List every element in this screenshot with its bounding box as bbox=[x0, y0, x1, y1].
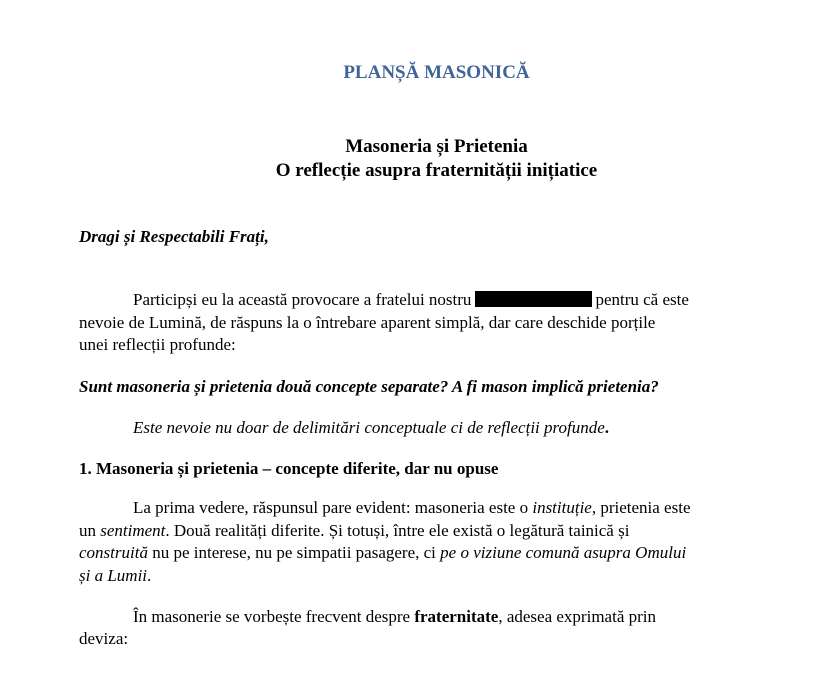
p2-l2-c: . Două realități diferite. Și totuși, între ele există o legătură tainică și bbox=[165, 521, 630, 540]
reflection-note-text: Este nevoie nu doar de delimitări conceptuale ci de reflecții profunde bbox=[133, 418, 605, 437]
reflection-note-period: . bbox=[604, 418, 610, 437]
paragraph-2-line-3 bbox=[79, 542, 686, 564]
paragraph-1-line-1-start: Participși eu la această provocare a fratelui nostru bbox=[133, 290, 472, 309]
p2-l1-b: instituție bbox=[532, 498, 592, 517]
p2-l2-a: un bbox=[79, 521, 101, 540]
paragraph-3-line-2: deviza: bbox=[79, 629, 129, 648]
paragraph-1-line-1 bbox=[133, 289, 689, 311]
salutation: Dragi și Respectabili Frați, bbox=[79, 227, 269, 246]
p3-l1-b: fraternitate bbox=[414, 607, 499, 626]
p2-l1-c: , prietenia este bbox=[591, 498, 691, 517]
document-title: PLANȘĂ MASONICĂ bbox=[343, 62, 530, 83]
p2-l3-a: construită bbox=[79, 543, 148, 562]
central-question: Sunt masoneria și prietenia două concepte separate? A fi mason implică prietenia? bbox=[79, 377, 659, 396]
paragraph-2-line-4 bbox=[79, 565, 151, 587]
redacted-name-block bbox=[475, 291, 592, 307]
p2-l4-end: . bbox=[147, 566, 152, 585]
p2-l3-c: pe o viziune comună asupra Omului bbox=[440, 543, 687, 562]
p3-l1-c: , adesea exprimată prin bbox=[498, 607, 656, 626]
p2-l2-b: sentiment bbox=[100, 521, 166, 540]
paragraph-2-line-2 bbox=[79, 520, 629, 542]
p3-l1-a: În masonerie se vorbește frecvent despre bbox=[133, 607, 415, 626]
subtitle-line-1: Masoneria și Prietenia bbox=[345, 136, 528, 157]
paragraph-2-line-1 bbox=[133, 497, 691, 519]
p2-l4: și a Lumii bbox=[79, 566, 148, 585]
section-1-heading: 1. Masoneria și prietenia – concepte diferite, dar nu opuse bbox=[79, 459, 499, 478]
p2-l3-b: nu pe interese, nu pe simpatii pasagere, ci bbox=[147, 543, 441, 562]
paragraph-1-line-2: nevoie de Lumină, de răspuns la o întrebare aparent simplă, dar care deschide porțile bbox=[79, 313, 656, 332]
subtitle-line-2: O reflecție asupra fraternității inițiatice bbox=[275, 160, 598, 181]
paragraph-1-line-3: unei reflecții profunde: bbox=[79, 335, 236, 354]
reflection-note bbox=[133, 417, 609, 439]
paragraph-1-line-1-end: pentru că este bbox=[595, 290, 689, 309]
paragraph-3-line-1 bbox=[133, 606, 656, 628]
p2-l1-a: La prima vedere, răspunsul pare evident: masoneria este o bbox=[133, 498, 533, 517]
